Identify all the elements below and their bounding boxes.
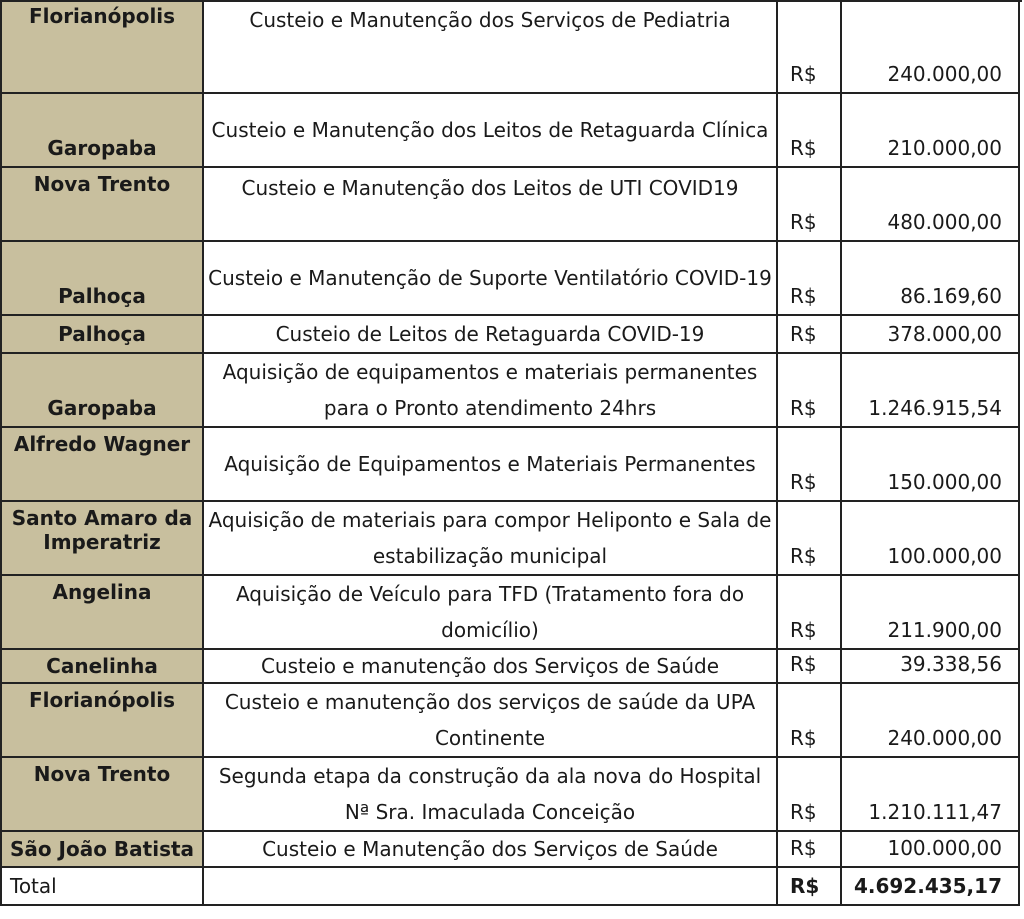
descricao-cell[interactable]: [204, 576, 778, 650]
descricao-cell[interactable]: [204, 0, 778, 94]
currency-label: R$: [790, 544, 817, 568]
descricao-cell[interactable]: [204, 758, 778, 832]
valor-label: 1.246.915,54: [868, 396, 1002, 420]
descricao-cell[interactable]: [204, 428, 778, 502]
descricao-label: Segunda etapa da construção da ala nova do Hospital Nª Sra. Imaculada Conceição: [218, 764, 762, 824]
currency-cell[interactable]: [778, 684, 842, 758]
total-value: 4.692.435,17: [853, 874, 1002, 898]
municipio-label: Angelina: [52, 580, 152, 604]
descricao-label: Custeio e Manutenção dos Leitos de Retaguarda Clínica: [211, 118, 769, 142]
valor-cell[interactable]: [842, 354, 1020, 428]
municipio-cell[interactable]: [0, 650, 204, 684]
descricao-label: Custeio e Manutenção dos Serviços de Pediatria: [249, 8, 731, 32]
descricao-cell[interactable]: [204, 94, 778, 168]
currency-cell[interactable]: [778, 832, 842, 868]
currency-label: R$: [790, 396, 817, 420]
descricao-cell[interactable]: [204, 502, 778, 576]
valor-cell[interactable]: [842, 502, 1020, 576]
currency-cell[interactable]: [778, 0, 842, 94]
valor-cell[interactable]: [842, 168, 1020, 242]
valor-cell[interactable]: [842, 684, 1020, 758]
currency-cell[interactable]: [778, 576, 842, 650]
descricao-label: Custeio e Manutenção de Suporte Ventilatório COVID-19: [208, 266, 772, 290]
currency-cell[interactable]: [778, 316, 842, 354]
currency-cell[interactable]: [778, 502, 842, 576]
descricao-cell[interactable]: [204, 316, 778, 354]
municipio-label: Palhoça: [58, 322, 146, 346]
currency-label: R$: [790, 652, 817, 676]
descricao-label: Aquisição de equipamentos e materiais permanentes para o Pronto atendimento 24hrs: [222, 360, 758, 420]
currency-label: R$: [790, 726, 817, 750]
descricao-label: Aquisição de Equipamentos e Materiais Permanentes: [224, 452, 756, 476]
valor-label: 100.000,00: [887, 836, 1002, 860]
municipio-label: Alfredo Wagner: [13, 432, 191, 456]
valor-cell[interactable]: [842, 428, 1020, 502]
municipio-label: Garopaba: [47, 136, 157, 160]
descricao-label: Custeio e manutenção dos serviços de saúde da UPA Continente: [224, 690, 756, 750]
valor-cell[interactable]: [842, 832, 1020, 868]
municipio-cell[interactable]: [0, 94, 204, 168]
municipio-label: Nova Trento: [33, 172, 171, 196]
currency-cell[interactable]: [778, 168, 842, 242]
valor-label: 210.000,00: [887, 136, 1002, 160]
currency-label: R$: [790, 62, 817, 86]
valor-cell[interactable]: [842, 758, 1020, 832]
municipio-cell[interactable]: [0, 576, 204, 650]
municipio-label: Florianópolis: [28, 4, 176, 28]
currency-cell[interactable]: [778, 428, 842, 502]
valor-cell[interactable]: [842, 242, 1020, 316]
municipio-label: Nova Trento: [33, 762, 171, 786]
descricao-label: Custeio e manutenção dos Serviços de Saúde: [260, 654, 720, 678]
currency-cell[interactable]: [778, 94, 842, 168]
municipio-cell[interactable]: [0, 684, 204, 758]
valor-cell[interactable]: [842, 94, 1020, 168]
valor-label: 100.000,00: [887, 544, 1002, 568]
descricao-label: Aquisição de materiais para compor Heliponto e Sala de estabilização municipal: [208, 508, 772, 568]
table-top-border: [0, 0, 1022, 2]
currency-cell[interactable]: [778, 354, 842, 428]
municipio-cell[interactable]: [0, 502, 204, 576]
valor-cell[interactable]: [842, 0, 1020, 94]
currency-cell[interactable]: [778, 242, 842, 316]
currency-label: R$: [790, 470, 817, 494]
municipio-label: Santo Amaro da Imperatriz: [11, 506, 193, 554]
currency-label: R$: [790, 322, 817, 346]
currency-label: R$: [790, 210, 817, 234]
municipio-label: Palhoça: [58, 284, 146, 308]
descricao-cell[interactable]: [204, 684, 778, 758]
valor-label: 211.900,00: [887, 618, 1002, 642]
currency-label: R$: [790, 284, 817, 308]
descricao-cell[interactable]: [204, 354, 778, 428]
currency-cell[interactable]: [778, 650, 842, 684]
municipio-cell[interactable]: [0, 168, 204, 242]
valor-cell[interactable]: [842, 650, 1020, 684]
total-empty-cell[interactable]: [204, 868, 778, 906]
total-value-cell[interactable]: [842, 868, 1020, 906]
descricao-label: Aquisição de Veículo para TFD (Tratamento fora do domicílio): [235, 582, 745, 642]
valor-label: 480.000,00: [887, 210, 1002, 234]
valor-label: 86.169,60: [900, 284, 1002, 308]
municipio-cell[interactable]: [0, 832, 204, 868]
municipio-cell[interactable]: [0, 428, 204, 502]
municipio-label: Garopaba: [47, 396, 157, 420]
municipio-label: Florianópolis: [28, 688, 176, 712]
valor-cell[interactable]: [842, 576, 1020, 650]
descricao-cell[interactable]: [204, 650, 778, 684]
currency-label: R$: [790, 800, 817, 824]
municipio-cell[interactable]: [0, 354, 204, 428]
valor-label: 240.000,00: [887, 62, 1002, 86]
municipio-label: São João Batista: [9, 837, 195, 861]
valor-label: 150.000,00: [887, 470, 1002, 494]
valor-cell[interactable]: [842, 316, 1020, 354]
total-currency-cell[interactable]: [778, 868, 842, 906]
valor-label: 240.000,00: [887, 726, 1002, 750]
total-label: Total: [10, 874, 57, 898]
currency-label: R$: [790, 136, 817, 160]
total-label-cell[interactable]: [0, 868, 204, 906]
municipio-cell[interactable]: [0, 242, 204, 316]
currency-label: R$: [790, 836, 817, 860]
valor-label: 378.000,00: [887, 322, 1002, 346]
descricao-cell[interactable]: [204, 168, 778, 242]
descricao-label: Custeio e Manutenção dos Serviços de Saúde: [262, 837, 718, 861]
municipio-cell[interactable]: [0, 758, 204, 832]
municipio-cell[interactable]: [0, 0, 204, 94]
descricao-cell[interactable]: [204, 832, 778, 868]
descricao-cell[interactable]: [204, 242, 778, 316]
descricao-label: Custeio e Manutenção dos Leitos de UTI COVID19: [241, 176, 739, 200]
currency-cell[interactable]: [778, 758, 842, 832]
valor-label: 1.210.111,47: [868, 800, 1002, 824]
currency-label: R$: [790, 618, 817, 642]
total-currency: R$: [790, 874, 820, 898]
municipio-label: Canelinha: [46, 654, 158, 678]
municipio-cell[interactable]: [0, 316, 204, 354]
valor-label: 39.338,56: [900, 652, 1002, 676]
descricao-label: Custeio de Leitos de Retaguarda COVID-19: [275, 322, 705, 346]
